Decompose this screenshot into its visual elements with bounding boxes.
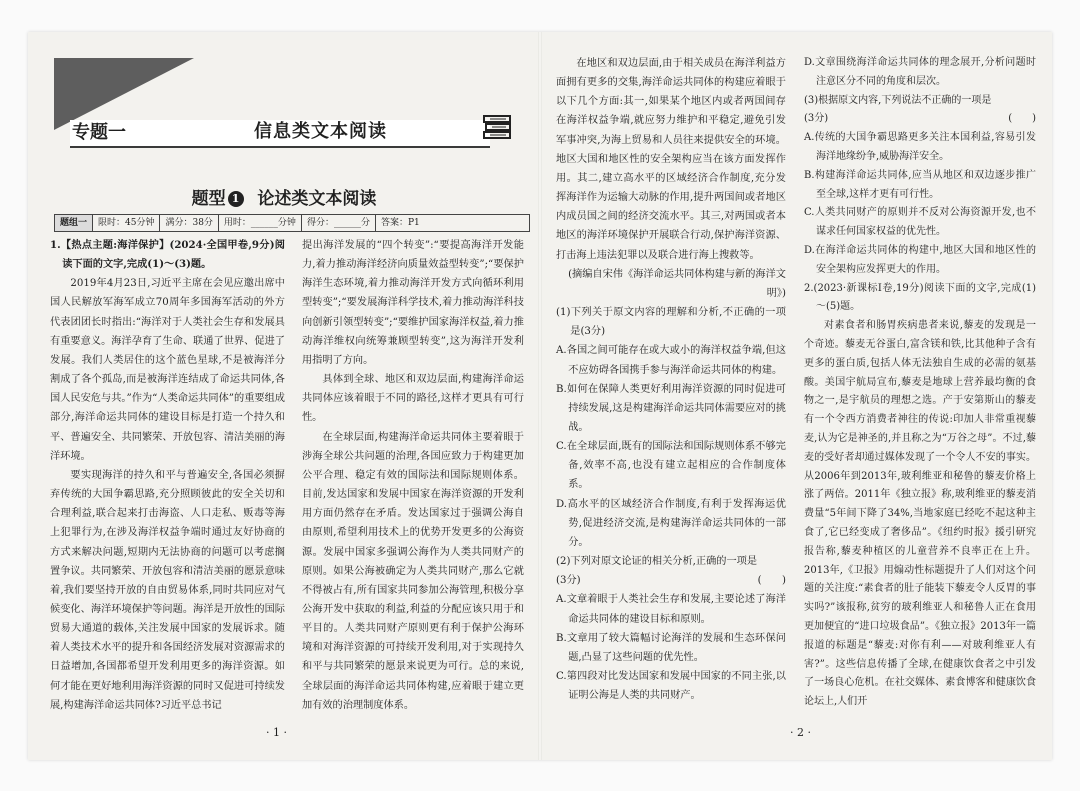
q2-stem: (2)下列对原文论证的相关分析,正确的一项是	[556, 556, 758, 568]
section-prefix: 题型	[191, 189, 226, 209]
paragraph: 对素食者和肠胃疾病患者来说,藜麦的发现是一个奇迹。藜麦无谷蛋白,富含镁和铁,比其他种子含有更多的蛋白质,包括人体无法独自生成的必需的氨基酸。美国宇航局宣布,藜麦是地球上营养最均衡的食物之一,是宇航员的理想之选。产于安第斯山的藜麦有一个令西方消费者神往的传说:印加人非常重视藜麦,认为它是神圣的,并且称之为“万谷之母”。不过,藜麦的受好者却通过媒体发现了一个令人不安的事实。从2006年到2013年,玻利维亚和秘鲁的藜麦价格上涨了两倍。2011年《独立报》称,玻利维亚的藜麦消费量“5年间下降了34%,当地家庭已经吃不起这种主食了,它已经变成了奢侈品”。《纽约时报》援引研究报告称,藜麦种植区的儿童营养不良率正在上升。2013年,《卫报》用煽动性标题提升了人们对这个问题的关注度:“素食者的肚子能装下藜麦令人反胃的事实吗?”该报称,贫穷的玻利维亚人和秘鲁人正在食用更加便宜的“进口垃圾食品”。《独立报》2013年一篇报道的标题是“藜麦:对你有利——对玻利维亚人有害?”。这些信息传播了全球,在健康饮食者之中引发了一场良心危机。在社交媒体、素食博客和健康饮食论坛上,人们开	[804, 320, 1036, 708]
paragraph: 在地区和双边层面,由于相关成员在海洋利益方面拥有更多的交集,海洋命运共同体的构建应着眼于以下几个方面:其一,如果某个地区内或者两国间存在海洋权益争端,就应努力维护和平稳定,避免引发军事冲突,为海上贸易和人员往来提供安全的环境。地区大国和地区性的安全架构应当在该方面发挥作用。其二,建立高水平的区域经济合作制度,充分发挥海洋作为运输大动脉的作用,提升两国间或者地区内成员国之间的经济交流水平。其三,对两国或者本地区的海洋环境保护开展联合行动,保护海洋资源、打击海上违法犯罪以及联合进行海上搜救等。	[556, 58, 786, 261]
info-bar	[54, 214, 530, 232]
source-citation: (摘编自宋伟《海洋命运共同体构建与新的海洋文明》)	[568, 268, 786, 299]
q3-option-d: D.在海洋命运共同体的构建中,地区大国和地区性的安全架构应发挥更大的作用。	[804, 244, 1036, 275]
paragraph: 要实现海洋的持久和平与普遍安全,各国必须摒弃传统的大国争霸思路,充分照顾彼此的安全关切和合理利益,联合起来打击海盗、人口走私、贩毒等海上犯罪行为,在涉及海洋权益争端时通过友好协商的方式来解决问题,短期内无法协商的问题可以考虑搁置争议。共同繁荣、开放包容和清洁美丽的愿景意味着,我们要坚持开放的自由贸易体系,同时共同应对气候变化、海洋环境保护等问题。海洋是开放性的国际贸易大通道的载体,关注发展中国家的发展诉求。随着人类技术水平的提升和各国经济发展对资源需求的日益增加,各国都希望开发利用更多的海洋资源。如何才能在更好地利用海洋资源的同时又促进可持续发展,构建海洋命运共同体?习近平总书记	[50, 469, 285, 711]
section-number: 1	[228, 191, 244, 207]
chapter-title: 信息类文本阅读	[254, 121, 387, 142]
page-right	[540, 32, 1052, 760]
column-2	[302, 236, 524, 715]
info-time-limit: 限时：45分钟	[92, 215, 159, 231]
info-full-score: 满分：38分	[159, 215, 217, 231]
info-group: 题组一	[55, 215, 92, 231]
paragraph: 在全球层面,构建海洋命运共同体主要着眼于涉海全球公共问题的治理,各国应致力于构建更加公平合理、稳定有效的国际法和国际规则体系。目前,发达国家和发展中国家在海洋资源的开发利用方面仍然存在矛盾。发达国家过于强调公海自由原则,希望利用技术上的优势开发更多的公海资源。发展中国家多强调公海作为人类共同财产的原则。如果公海被确定为人类共同财产,那么它就不得被占有,所有国家共同参加公海管理,积极分享公海开发中获取的利益,利益的分配应该只用于和平目的。人类共同财产原则更有利于保护公海环境和对海洋资源的可持续开发利用,对于实现持久和平与共同繁荣的愿景来说更为可行。总的来说,全球层面的海洋命运共同体构建,应着眼于建立更加有效的治理制度体系。	[302, 431, 524, 711]
page-left	[28, 32, 540, 760]
q2-option-d: D.文章围绕海洋命运共同体的理念展开,分析问题时注意区分不同的角度和层次。	[804, 57, 1036, 87]
column-3	[556, 54, 786, 705]
info-time-used: 用时：______分钟	[218, 215, 301, 231]
column-4	[804, 54, 1036, 712]
info-answer-page: 答案：P1	[375, 215, 425, 231]
q2-option-c: C.第四段对比发达国家和发展中国家的不同主张,以证明公海是人类的共同财产。	[556, 671, 786, 702]
q3-score: (3分)	[804, 113, 829, 125]
q3-option-b: B.构建海洋命运共同体,应当从地区和双边逐步推广至全球,这样才更有可行性。	[804, 169, 1036, 200]
section-name: 论述类文本阅读	[257, 189, 377, 209]
q3-score-line	[804, 110, 1036, 129]
q1-option-a: A.各国之间可能存在或大或小的海洋权益争端,但这不应妨碍各国携手参与海洋命运共同体的构建。	[556, 345, 786, 376]
paragraph: 具体到全球、地区和双边层面,构建海洋命运共同体应该着眼于不同的路径,这样才更具有可行性。	[302, 374, 524, 424]
question-1-header: 1.【热点主题:海洋保护】(2024·全国甲卷,9分)阅读下面的文字,完成(1)～(3)题。	[50, 239, 285, 271]
question-2-header: 2.(2023·新课标Ⅰ卷,19分)阅读下面的文字,完成(1)～(5)题。	[804, 282, 1036, 313]
column-1	[50, 236, 285, 715]
section-title	[28, 184, 540, 209]
document-sheet	[28, 32, 1052, 760]
page-number: · 2 ·	[790, 726, 811, 739]
page-number: · 1 ·	[266, 726, 287, 739]
q3-stem: (3)根据原文内容,下列说法不正确的一项是	[804, 94, 992, 106]
q2-score: (3分)	[556, 575, 581, 587]
paragraph: 提出海洋发展的“四个转变”:“要提高海洋开发能力,着力推动海洋经济向质量效益型转变”;“要保护海洋生态环境,着力推动海洋开发方式向循环利用型转变”;“要发展海洋科学技术,着力推动海洋科技向创新引领型转变”;“要维护国家海洋权益,着力推动海洋维权向统筹兼顾型转变”,这为海洋开发利用指明了方向。	[302, 240, 524, 366]
chapter-topic: 专题一	[72, 122, 126, 143]
q3-answer-blank: ( )	[1008, 113, 1036, 125]
q1-option-c: C.在全球层面,既有的国际法和国际规则体系不够完备,效率不高,也没有建立起相应的合作制度体系。	[556, 441, 786, 491]
q1-option-d: D.高水平的区域经济合作制度,有利于发挥海运优势,促进经济交流,是构建海洋命运共同体的一部分。	[556, 498, 786, 548]
q3-option-a: A.传统的大国争霸思路更多关注本国利益,容易引发海洋地缘纷争,威胁海洋安全。	[804, 132, 1036, 162]
q1-stem: (1)下列关于原文内容的理解和分析,不正确的一项是(3分)	[556, 307, 786, 338]
books-icon	[482, 112, 514, 142]
q2-option-b: B.文章用了较大篇幅讨论海洋的发展和生态环保问题,凸显了这些问题的优先性。	[556, 632, 786, 663]
q2-option-a: A.文章着眼于人类社会生存和发展,主要论述了海洋命运共同体的建设目标和原则。	[556, 594, 786, 625]
paragraph: 2019年4月23日,习近平主席在会见应邀出席中国人民解放军海军成立70周年多国海军活动的外方代表团团长时指出:“海洋对于人类社会生存和发展具有重要意义。海洋孕育了生命、联通了世界、促进了发展。我们人类居住的这个蓝色星球,不是被海洋分割成了各个孤岛,而是被海洋连结成了命运共同体,各国人民安危与共。”作为“人类命运共同体”的重要组成部分,海洋命运共同体的建设目标是打造一个持久和平、普遍安全、共同繁荣、开放包容、清洁美丽的海洋环境。	[50, 278, 285, 462]
q2-answer-blank: ( )	[757, 575, 786, 587]
q2-score-line	[556, 571, 786, 590]
info-score-got: 得分：______分	[301, 215, 375, 231]
q1-option-b: B.如何在保障人类更好利用海洋资源的同时促进可持续发展,这是构建海洋命运共同体需要应对的挑战。	[556, 383, 786, 433]
q3-option-c: C.人类共同财产的原则并不反对公海资源开发,也不谋求任何国家权益的优先性。	[804, 207, 1036, 238]
